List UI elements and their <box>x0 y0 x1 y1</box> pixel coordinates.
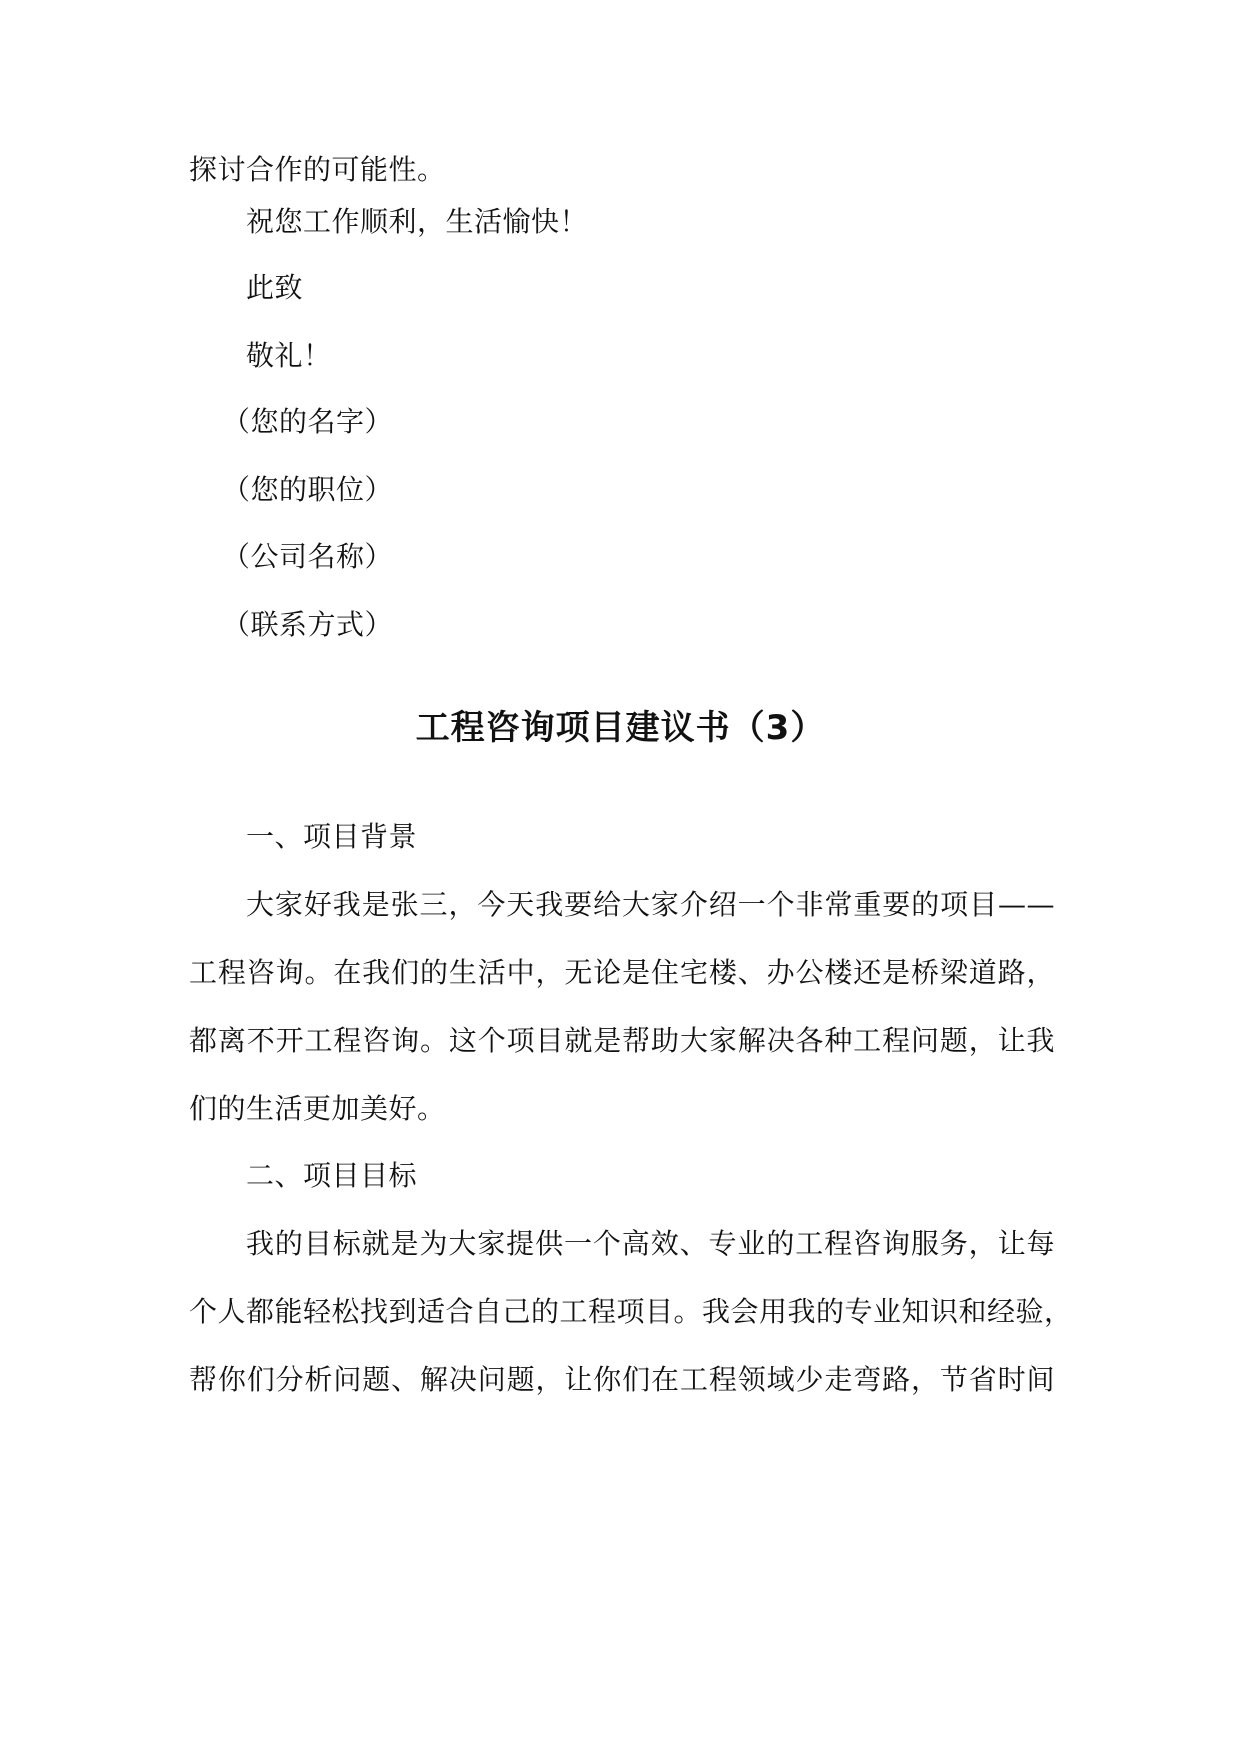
section-heading-goal: 二、项目目标 <box>246 1159 418 1192</box>
section-heading-background: 一、项目背景 <box>246 820 418 853</box>
signature-position: （您的职位） <box>222 473 394 506</box>
letter-continuation: 探讨合作的可能性。 <box>189 153 446 186</box>
paragraph-line: 我的目标就是为大家提供一个高效、专业的工程咨询服务，让每 <box>246 1227 1055 1260</box>
letter-wish: 祝您工作顺利，生活愉快！ <box>246 205 589 238</box>
letter-closing-1: 此致 <box>246 271 304 304</box>
paragraph-line: 大家好我是张三，今天我要给大家介绍一个非常重要的项目—— <box>246 888 1055 921</box>
paragraph-line: 个人都能轻松找到适合自己的工程项目。我会用我的专业知识和经验， <box>189 1295 1073 1328</box>
section-title: 工程咨询项目建议书（3） <box>415 708 826 748</box>
letter-closing-2: 敬礼！ <box>246 339 332 372</box>
signature-contact: （联系方式） <box>222 608 394 641</box>
signature-company: （公司名称） <box>222 540 394 573</box>
paragraph-line: 工程咨询。在我们的生活中，无论是住宅楼、办公楼还是桥梁道路， <box>189 956 1055 989</box>
paragraph-line: 们的生活更加美好。 <box>189 1092 446 1125</box>
signature-name: （您的名字） <box>222 405 394 438</box>
paragraph-line: 帮你们分析问题、解决问题，让你们在工程领域少走弯路，节省时间 <box>189 1363 1055 1396</box>
paragraph-line: 都离不开工程咨询。这个项目就是帮助大家解决各种工程问题，让我 <box>189 1024 1055 1057</box>
